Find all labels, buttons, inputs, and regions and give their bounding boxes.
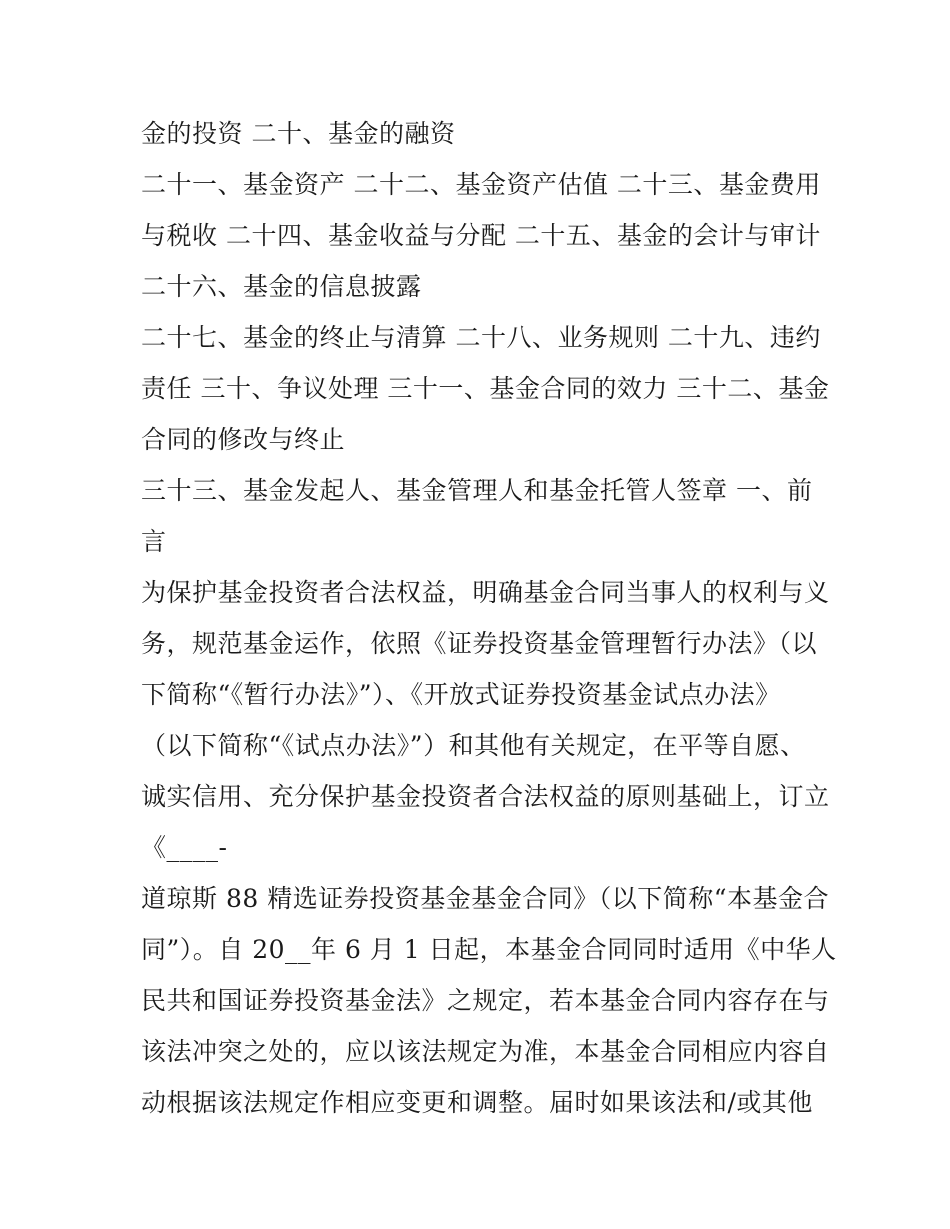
text-line: 二十七、基金的终止与清算 二十八、业务规则 二十九、违约 [141, 323, 821, 352]
text-line: 与税收 二十四、基金收益与分配 二十五、基金的会计与审计 [141, 221, 821, 250]
text-line: 为保护基金投资者合法权益，明确基金合同当事人的权利与义 [141, 578, 830, 607]
text-line: 民共和国证券投资基金法》之规定，若本基金合同内容存在与 [141, 986, 830, 1015]
text-line: 合同的修改与终止 [141, 425, 346, 454]
text-line: 责任 三十、争议处理 三十一、基金合同的效力 三十二、基金 [141, 374, 830, 403]
text-line: 二十一、基金资产 二十二、基金资产估值 二十三、基金费用 [141, 170, 821, 199]
text-line: 务，规范基金运作，依照《证券投资基金管理暂行办法》（以 [141, 629, 818, 658]
text-line: 道琼斯 88 精选证券投资基金基金合同》（以下简称“本基金合 [141, 884, 829, 913]
text-line: 三十三、基金发起人、基金管理人和基金托管人签章 一、前 [141, 476, 813, 505]
text-line: 《____- [141, 833, 228, 862]
text-line: 同”）。自 20__年 6 月 1 日起，本基金合同同时适用《中华人 [141, 935, 837, 964]
text-line: 动根据该法规定作相应变更和调整。届时如果该法和/或其他 [141, 1088, 813, 1117]
text-line: （以下简称“《试点办法》”）和其他有关规定，在平等自愿、 [141, 731, 806, 760]
text-line: 该法冲突之处的，应以该法规定为准，本基金合同相应内容自 [141, 1037, 830, 1066]
text-line: 二十六、基金的信息披露 [141, 272, 422, 301]
text-line: 下简称“《暂行办法》”）、《开放式证券投资基金试点办法》 [141, 680, 781, 709]
text-line: 诚实信用、充分保护基金投资者合法权益的原则基础上，订立 [141, 782, 830, 811]
text-line: 金的投资 二十、基金的融资 [141, 119, 456, 148]
document-body [141, 108, 837, 1128]
text-line: 言 [141, 527, 167, 556]
